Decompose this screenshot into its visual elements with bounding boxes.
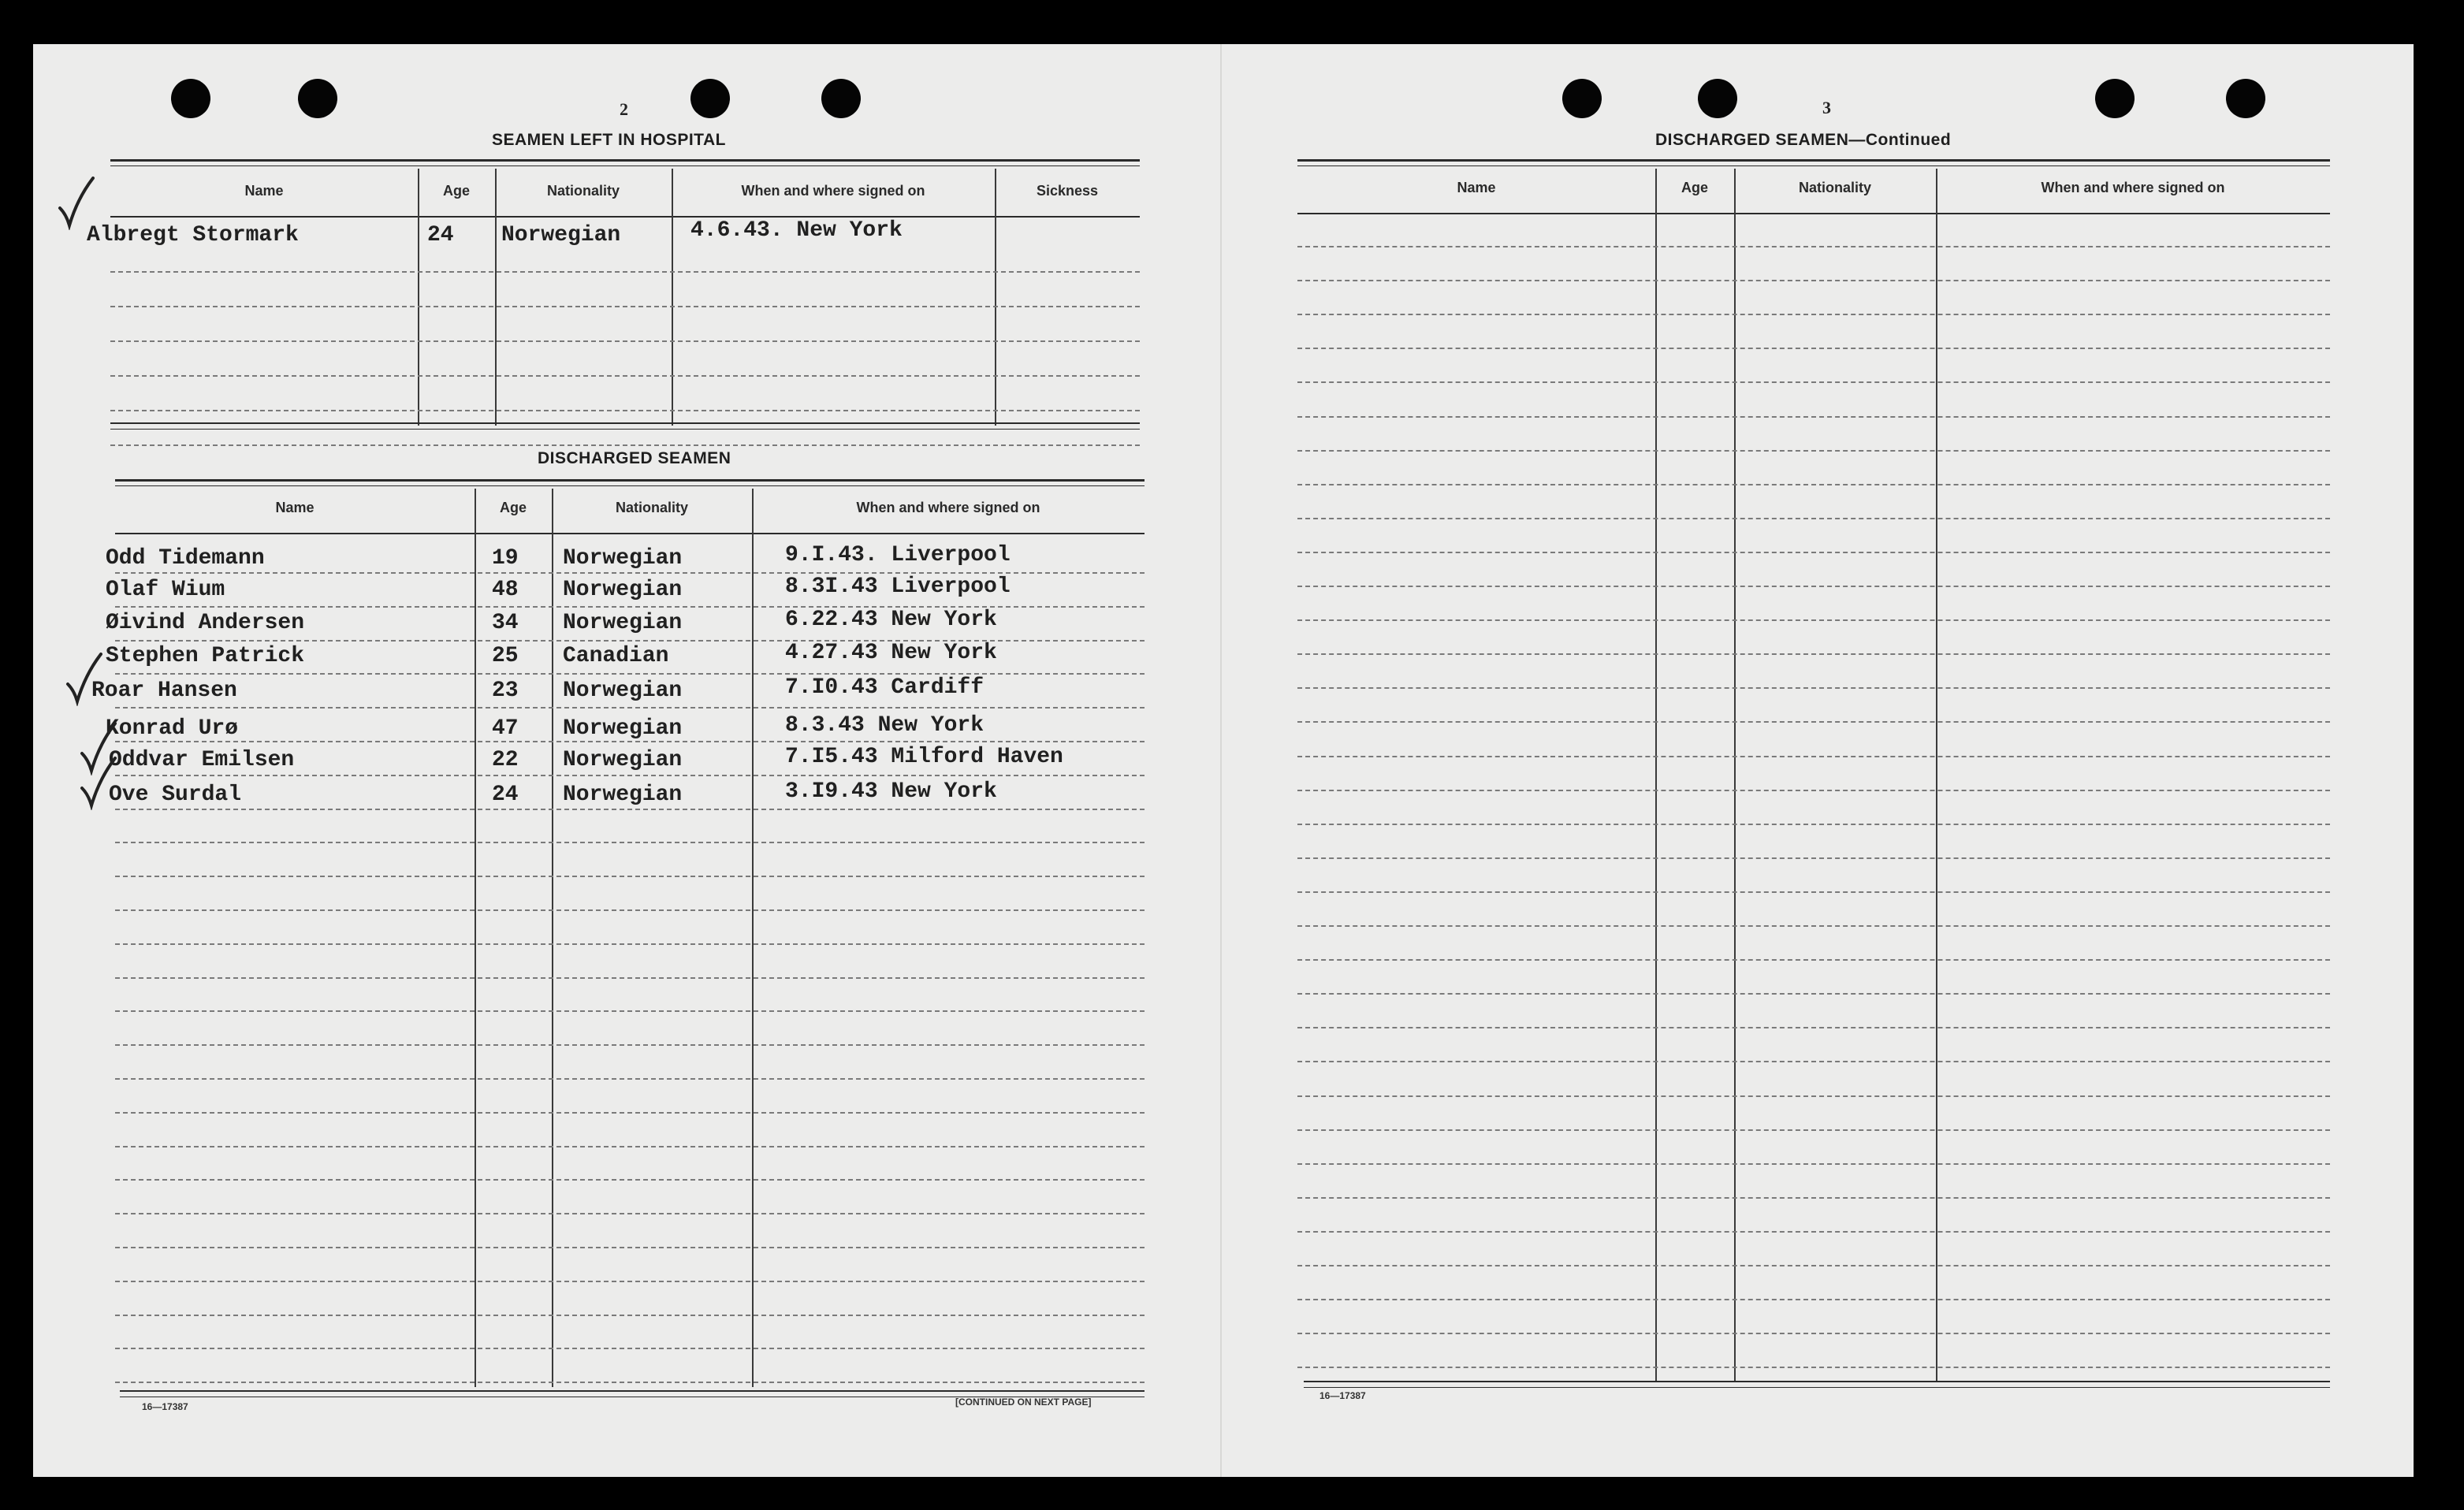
discharged-section-title: DISCHARGED SEAMEN [538,449,731,467]
page-number: 3 [1822,98,1831,117]
column-divider [752,489,754,1387]
discharged-age-cell: 25 [492,644,519,668]
row-line [115,1315,1145,1316]
continued-header-name: Name [1457,180,1496,195]
row-line [115,809,1145,810]
table-bottom-rule [110,422,1140,424]
discharged-continued-title-suffix: —Continued [1848,131,1952,149]
row-line [115,842,1145,843]
discharged-signed-on-cell: 7.I5.43 Milford Haven [785,745,1063,769]
row-line [115,1146,1145,1147]
page-number: 2 [620,99,628,119]
punch-hole [1698,79,1737,118]
row-line [115,707,1145,709]
row-line [1297,450,2330,452]
discharged-nationality-cell: Norwegian [563,611,683,635]
discharged-age-cell: 19 [492,546,519,571]
row-line [115,1010,1145,1012]
row-line [110,444,1140,446]
row-line [115,1348,1145,1349]
table-top-rule [115,485,1145,486]
checkmark-icon [65,651,104,706]
hospital-header-name: Name [244,183,284,199]
hospital-header-nationality: Nationality [546,183,620,199]
row-line [1297,891,2330,893]
continued-note: [CONTINUED ON NEXT PAGE] [955,1397,1092,1408]
row-line [1297,790,2330,791]
header-bottom-rule [115,533,1145,534]
row-line [1297,1367,2330,1368]
row-line [1297,1027,2330,1028]
discharged-header-age: Age [499,500,527,515]
row-line [115,1247,1145,1248]
row-line [115,1078,1145,1080]
table-bottom-rule [110,429,1140,430]
row-line [1297,756,2330,757]
row-line [1297,959,2330,961]
hospital-section-title: SEAMEN LEFT IN HOSPITAL [492,131,726,149]
discharged-header-when-and-where-signed-on: When and where signed on [856,500,1040,515]
hospital-header-age: Age [442,183,470,199]
discharged-name-cell: Roar Hansen [91,679,237,703]
table-top-rule [115,479,1145,482]
row-line [1297,1163,2330,1165]
discharged-signed-on-cell: 7.I0.43 Cardiff [785,675,984,700]
row-line [1297,280,2330,281]
row-line [110,375,1140,377]
discharged-age-cell: 48 [492,578,519,602]
table-bottom-rule [1304,1387,2330,1388]
row-line [110,271,1140,273]
row-line [1297,586,2330,587]
punch-hole [171,79,210,118]
punch-hole [298,79,337,118]
row-line [1297,925,2330,927]
discharged-age-cell: 24 [492,783,519,807]
row-line [1297,619,2330,621]
discharged-nationality-cell: Norwegian [563,679,683,703]
form-code: 16—17387 [142,1401,188,1412]
column-divider [418,169,419,426]
row-line [1297,381,2330,383]
column-divider [475,489,476,1387]
row-line [115,1179,1145,1181]
row-line [1297,1061,2330,1062]
row-line [1297,484,2330,485]
discharged-name-cell: Olaf Wium [106,578,225,602]
hospital-header-when-and-where-signed-on: When and where signed on [741,183,925,199]
row-line [1297,824,2330,825]
checkmark-icon [79,755,118,810]
row-line [115,1281,1145,1282]
row-line [1297,1299,2330,1300]
column-divider [1655,169,1657,1381]
discharged-header-name: Name [275,500,315,515]
discharged-name-cell: Ove Surdal [109,783,242,807]
hospital-age-cell: 24 [427,223,454,247]
discharged-name-cell: Odd Tidemann [106,546,265,571]
hospital-nationality-cell: Norwegian [501,223,621,247]
row-line [1297,1095,2330,1097]
discharged-age-cell: 47 [492,716,519,741]
continued-header-nationality: Nationality [1798,180,1871,195]
discharged-age-cell: 23 [492,679,519,703]
row-line [110,410,1140,411]
discharged-nationality-cell: Norwegian [563,783,683,807]
row-line [115,977,1145,979]
row-line [115,1382,1145,1383]
discharged-nationality-cell: Norwegian [563,578,683,602]
discharged-name-cell: Øivind Andersen [106,611,305,635]
row-line [1297,721,2330,723]
discharged-signed-on-cell: 9.I.43. Liverpool [785,543,1011,567]
row-line [1297,1333,2330,1334]
hospital-header-sickness: Sickness [1036,183,1099,199]
row-line [115,909,1145,911]
continued-header-when-and-where-signed-on: When and where signed on [2041,180,2225,195]
row-line [1297,1231,2330,1233]
discharged-continued-title-main: DISCHARGED SEAMEN [1655,131,1849,149]
form-code: 16—17387 [1319,1390,1366,1401]
discharged-name-cell: Oddvar Emilsen [109,748,295,772]
column-divider [552,489,553,1387]
row-line [1297,552,2330,553]
punch-hole [690,79,730,118]
row-line [1297,1265,2330,1266]
punch-hole [821,79,861,118]
row-line [115,673,1145,675]
discharged-nationality-cell: Norwegian [563,546,683,571]
discharged-nationality-cell: Norwegian [563,716,683,741]
row-line [115,943,1145,945]
header-bottom-rule [110,216,1140,218]
row-line [1297,993,2330,995]
discharged-signed-on-cell: 3.I9.43 New York [785,779,997,804]
discharged-signed-on-cell: 8.3.43 New York [785,713,984,738]
row-line [115,876,1145,877]
table-top-rule [110,159,1140,162]
discharged-signed-on-cell: 6.22.43 New York [785,608,997,632]
row-line [115,1044,1145,1046]
column-divider [1734,169,1736,1381]
row-line [1297,416,2330,418]
discharged-continued-title [1655,131,1951,150]
column-divider [1936,169,1937,1381]
discharged-header-nationality: Nationality [615,500,688,515]
checkmark-icon [57,175,96,230]
punch-hole [2226,79,2265,118]
table-bottom-rule [1304,1381,2330,1382]
discharged-name-cell: Konrad Urø [106,716,239,741]
row-line [1297,653,2330,655]
row-line [115,1112,1145,1114]
row-line [1297,857,2330,859]
discharged-age-cell: 22 [492,748,519,772]
row-line [115,1213,1145,1214]
continued-header-age: Age [1681,180,1708,195]
row-line [1297,687,2330,689]
row-line [115,775,1145,776]
hospital-name-cell: Albregt Stormark [87,223,299,247]
column-divider [995,169,996,426]
discharged-name-cell: Stephen Patrick [106,644,305,668]
row-line [1297,348,2330,349]
discharged-signed-on-cell: 8.3I.43 Liverpool [785,575,1011,599]
row-line [1297,1129,2330,1131]
discharged-nationality-cell: Canadian [563,644,669,668]
table-bottom-rule [120,1390,1145,1392]
header-bottom-rule [1297,213,2330,214]
page-fold [1220,44,1222,1477]
row-line [110,306,1140,307]
discharged-signed-on-cell: 4.27.43 New York [785,641,997,665]
row-line [1297,518,2330,519]
row-line [1297,314,2330,315]
document-sheet [33,44,2414,1477]
row-line [1297,1197,2330,1199]
hospital-signed-on-cell: 4.6.43. New York [690,218,903,243]
table-top-rule [1297,159,2330,162]
discharged-nationality-cell: Norwegian [563,748,683,772]
punch-hole [2095,79,2135,118]
row-line [110,340,1140,342]
row-line [1297,246,2330,247]
punch-hole [1562,79,1602,118]
column-divider [495,169,497,426]
discharged-age-cell: 34 [492,611,519,635]
row-line [115,572,1145,574]
row-line [115,741,1145,742]
column-divider [672,169,673,426]
